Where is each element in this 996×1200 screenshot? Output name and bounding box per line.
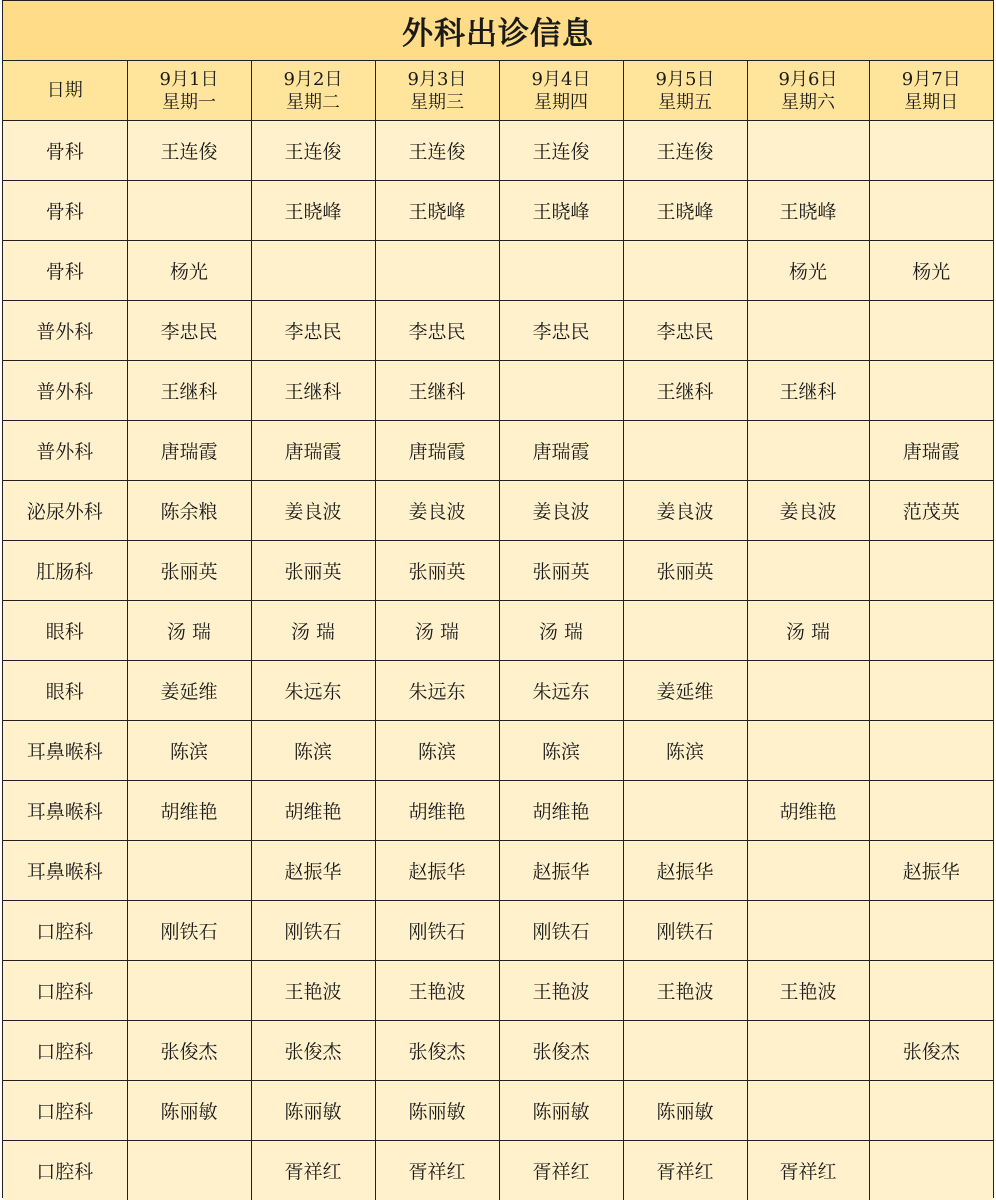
doctor-cell: 张丽英 bbox=[375, 541, 499, 601]
doctor-cell: 姜良波 bbox=[747, 481, 869, 541]
doctor-cell: 汤 瑞 bbox=[375, 601, 499, 661]
table-row bbox=[3, 661, 993, 721]
header-weekday: 星期一 bbox=[162, 91, 216, 113]
doctor-cell: 胥祥红 bbox=[251, 1141, 375, 1200]
doctor-cell: 王继科 bbox=[623, 361, 747, 421]
doctor-cell: 张俊杰 bbox=[375, 1021, 499, 1081]
doctor-cell bbox=[623, 421, 747, 481]
doctor-cell bbox=[869, 601, 993, 661]
doctor-cell: 王晓峰 bbox=[251, 181, 375, 241]
doctor-cell bbox=[623, 1021, 747, 1081]
doctor-cell bbox=[869, 361, 993, 421]
doctor-cell: 胥祥红 bbox=[747, 1141, 869, 1200]
doctor-cell: 王晓峰 bbox=[747, 181, 869, 241]
doctor-cell: 杨光 bbox=[747, 241, 869, 301]
doctor-cell bbox=[869, 181, 993, 241]
doctor-cell bbox=[499, 361, 623, 421]
doctor-cell: 王连俊 bbox=[623, 121, 747, 181]
doctor-cell: 陈丽敏 bbox=[127, 1081, 251, 1141]
department-cell: 口腔科 bbox=[3, 1141, 127, 1200]
doctor-cell: 刚铁石 bbox=[623, 901, 747, 961]
department-cell: 骨科 bbox=[3, 121, 127, 181]
page-title: 外科出诊信息 bbox=[3, 1, 993, 61]
table-row bbox=[3, 781, 993, 841]
department-cell: 骨科 bbox=[3, 241, 127, 301]
doctor-cell: 张俊杰 bbox=[499, 1021, 623, 1081]
doctor-cell: 陈丽敏 bbox=[375, 1081, 499, 1141]
doctor-cell: 王艳波 bbox=[623, 961, 747, 1021]
table-body bbox=[3, 121, 993, 1200]
doctor-cell bbox=[747, 841, 869, 901]
doctor-cell: 王继科 bbox=[127, 361, 251, 421]
department-cell: 肛肠科 bbox=[3, 541, 127, 601]
doctor-cell: 王连俊 bbox=[251, 121, 375, 181]
doctor-cell: 范茂英 bbox=[869, 481, 993, 541]
doctor-cell bbox=[747, 541, 869, 601]
doctor-cell bbox=[869, 121, 993, 181]
doctor-cell bbox=[747, 1021, 869, 1081]
table-row bbox=[3, 541, 993, 601]
doctor-cell bbox=[251, 241, 375, 301]
doctor-cell: 唐瑞霞 bbox=[375, 421, 499, 481]
doctor-cell: 汤 瑞 bbox=[251, 601, 375, 661]
header-day-4 bbox=[499, 61, 623, 121]
doctor-cell bbox=[869, 901, 993, 961]
doctor-cell: 王晓峰 bbox=[623, 181, 747, 241]
doctor-cell: 张丽英 bbox=[623, 541, 747, 601]
doctor-cell: 汤 瑞 bbox=[747, 601, 869, 661]
table-row bbox=[3, 181, 993, 241]
department-cell: 口腔科 bbox=[3, 1021, 127, 1081]
doctor-cell: 张丽英 bbox=[499, 541, 623, 601]
doctor-cell bbox=[127, 961, 251, 1021]
table-row bbox=[3, 1081, 993, 1141]
table-row bbox=[3, 301, 993, 361]
doctor-cell: 刚铁石 bbox=[499, 901, 623, 961]
doctor-cell: 刚铁石 bbox=[375, 901, 499, 961]
department-cell: 眼科 bbox=[3, 601, 127, 661]
header-weekday: 星期二 bbox=[286, 91, 340, 113]
doctor-cell: 李忠民 bbox=[127, 301, 251, 361]
doctor-cell bbox=[747, 901, 869, 961]
schedule-sheet bbox=[2, 0, 994, 1198]
doctor-cell: 汤 瑞 bbox=[499, 601, 623, 661]
doctor-cell: 陈滨 bbox=[499, 721, 623, 781]
department-cell: 骨科 bbox=[3, 181, 127, 241]
doctor-cell bbox=[623, 781, 747, 841]
doctor-cell: 张丽英 bbox=[251, 541, 375, 601]
doctor-cell: 朱远东 bbox=[499, 661, 623, 721]
doctor-cell: 朱远东 bbox=[251, 661, 375, 721]
doctor-cell: 赵振华 bbox=[375, 841, 499, 901]
doctor-cell: 姜良波 bbox=[375, 481, 499, 541]
doctor-cell: 胡维艳 bbox=[499, 781, 623, 841]
doctor-cell: 李忠民 bbox=[499, 301, 623, 361]
doctor-cell bbox=[869, 301, 993, 361]
table-row bbox=[3, 121, 993, 181]
header-date: 9月2日 bbox=[283, 68, 343, 90]
department-cell: 普外科 bbox=[3, 301, 127, 361]
doctor-cell: 胥祥红 bbox=[375, 1141, 499, 1200]
department-cell: 耳鼻喉科 bbox=[3, 721, 127, 781]
doctor-cell: 杨光 bbox=[127, 241, 251, 301]
department-cell: 口腔科 bbox=[3, 961, 127, 1021]
department-cell: 普外科 bbox=[3, 361, 127, 421]
doctor-cell: 胥祥红 bbox=[623, 1141, 747, 1200]
header-weekday: 星期日 bbox=[904, 91, 959, 113]
doctor-cell: 胡维艳 bbox=[375, 781, 499, 841]
doctor-cell bbox=[869, 1081, 993, 1141]
department-cell: 眼科 bbox=[3, 661, 127, 721]
header-corner: 日期 bbox=[3, 61, 127, 121]
table-row bbox=[3, 901, 993, 961]
doctor-cell: 汤 瑞 bbox=[127, 601, 251, 661]
header-date: 9月5日 bbox=[655, 68, 715, 90]
header-date: 9月3日 bbox=[407, 68, 467, 90]
header-weekday: 星期四 bbox=[534, 91, 588, 113]
table-row bbox=[3, 601, 993, 661]
header-row bbox=[3, 61, 993, 121]
table-row bbox=[3, 1021, 993, 1081]
doctor-cell: 唐瑞霞 bbox=[251, 421, 375, 481]
header-day-6 bbox=[747, 61, 869, 121]
schedule-table bbox=[3, 61, 993, 1200]
doctor-cell: 陈滨 bbox=[251, 721, 375, 781]
doctor-cell: 李忠民 bbox=[375, 301, 499, 361]
table-row bbox=[3, 361, 993, 421]
doctor-cell: 刚铁石 bbox=[251, 901, 375, 961]
doctor-cell: 张俊杰 bbox=[127, 1021, 251, 1081]
doctor-cell: 赵振华 bbox=[869, 841, 993, 901]
doctor-cell: 唐瑞霞 bbox=[127, 421, 251, 481]
doctor-cell bbox=[747, 301, 869, 361]
doctor-cell: 陈丽敏 bbox=[251, 1081, 375, 1141]
doctor-cell bbox=[869, 721, 993, 781]
table-row bbox=[3, 721, 993, 781]
doctor-cell: 王艳波 bbox=[375, 961, 499, 1021]
table-row bbox=[3, 961, 993, 1021]
header-day-5 bbox=[623, 61, 747, 121]
department-cell: 泌尿外科 bbox=[3, 481, 127, 541]
doctor-cell: 张俊杰 bbox=[869, 1021, 993, 1081]
doctor-cell: 张俊杰 bbox=[251, 1021, 375, 1081]
doctor-cell: 胡维艳 bbox=[747, 781, 869, 841]
table-row bbox=[3, 421, 993, 481]
doctor-cell bbox=[747, 121, 869, 181]
header-weekday: 星期三 bbox=[410, 91, 464, 113]
doctor-cell: 王连俊 bbox=[499, 121, 623, 181]
doctor-cell: 陈余粮 bbox=[127, 481, 251, 541]
doctor-cell: 姜延维 bbox=[127, 661, 251, 721]
doctor-cell: 姜良波 bbox=[623, 481, 747, 541]
doctor-cell bbox=[499, 241, 623, 301]
header-day-2 bbox=[251, 61, 375, 121]
doctor-cell bbox=[869, 541, 993, 601]
doctor-cell: 陈丽敏 bbox=[499, 1081, 623, 1141]
table-row bbox=[3, 841, 993, 901]
doctor-cell bbox=[869, 781, 993, 841]
department-cell: 口腔科 bbox=[3, 901, 127, 961]
doctor-cell: 王晓峰 bbox=[375, 181, 499, 241]
doctor-cell bbox=[375, 241, 499, 301]
doctor-cell bbox=[747, 721, 869, 781]
table-row bbox=[3, 1141, 993, 1200]
doctor-cell: 朱远东 bbox=[375, 661, 499, 721]
doctor-cell: 唐瑞霞 bbox=[499, 421, 623, 481]
doctor-cell: 王连俊 bbox=[127, 121, 251, 181]
doctor-cell: 赵振华 bbox=[251, 841, 375, 901]
department-cell: 口腔科 bbox=[3, 1081, 127, 1141]
doctor-cell bbox=[623, 601, 747, 661]
doctor-cell: 王艳波 bbox=[747, 961, 869, 1021]
doctor-cell: 王艳波 bbox=[251, 961, 375, 1021]
header-day-3 bbox=[375, 61, 499, 121]
department-cell: 普外科 bbox=[3, 421, 127, 481]
header-date: 9月6日 bbox=[778, 68, 838, 90]
doctor-cell: 赵振华 bbox=[623, 841, 747, 901]
doctor-cell bbox=[747, 1081, 869, 1141]
table-row bbox=[3, 481, 993, 541]
doctor-cell: 李忠民 bbox=[623, 301, 747, 361]
header-date: 9月7日 bbox=[901, 68, 961, 90]
header-day-7 bbox=[869, 61, 993, 121]
doctor-cell: 唐瑞霞 bbox=[869, 421, 993, 481]
doctor-cell: 陈丽敏 bbox=[623, 1081, 747, 1141]
department-cell: 耳鼻喉科 bbox=[3, 841, 127, 901]
header-weekday: 星期六 bbox=[781, 91, 835, 113]
doctor-cell bbox=[869, 961, 993, 1021]
doctor-cell: 刚铁石 bbox=[127, 901, 251, 961]
doctor-cell: 杨光 bbox=[869, 241, 993, 301]
doctor-cell: 陈滨 bbox=[375, 721, 499, 781]
doctor-cell: 王连俊 bbox=[375, 121, 499, 181]
doctor-cell: 王继科 bbox=[375, 361, 499, 421]
doctor-cell bbox=[127, 181, 251, 241]
doctor-cell: 姜良波 bbox=[499, 481, 623, 541]
header-weekday: 星期五 bbox=[658, 91, 712, 113]
doctor-cell bbox=[127, 1141, 251, 1200]
doctor-cell bbox=[747, 661, 869, 721]
doctor-cell: 李忠民 bbox=[251, 301, 375, 361]
doctor-cell: 赵振华 bbox=[499, 841, 623, 901]
doctor-cell: 胥祥红 bbox=[499, 1141, 623, 1200]
header-date: 9月4日 bbox=[531, 68, 591, 90]
doctor-cell: 王继科 bbox=[747, 361, 869, 421]
doctor-cell: 陈滨 bbox=[127, 721, 251, 781]
header-date: 9月1日 bbox=[159, 68, 219, 90]
doctor-cell bbox=[869, 661, 993, 721]
doctor-cell: 陈滨 bbox=[623, 721, 747, 781]
doctor-cell: 张丽英 bbox=[127, 541, 251, 601]
doctor-cell: 胡维艳 bbox=[251, 781, 375, 841]
doctor-cell bbox=[747, 421, 869, 481]
doctor-cell: 姜良波 bbox=[251, 481, 375, 541]
department-cell: 耳鼻喉科 bbox=[3, 781, 127, 841]
doctor-cell: 姜延维 bbox=[623, 661, 747, 721]
doctor-cell: 胡维艳 bbox=[127, 781, 251, 841]
doctor-cell bbox=[127, 841, 251, 901]
doctor-cell: 王晓峰 bbox=[499, 181, 623, 241]
header-day-1 bbox=[127, 61, 251, 121]
doctor-cell: 王继科 bbox=[251, 361, 375, 421]
table-row bbox=[3, 241, 993, 301]
doctor-cell: 王艳波 bbox=[499, 961, 623, 1021]
doctor-cell bbox=[623, 241, 747, 301]
doctor-cell bbox=[869, 1141, 993, 1200]
